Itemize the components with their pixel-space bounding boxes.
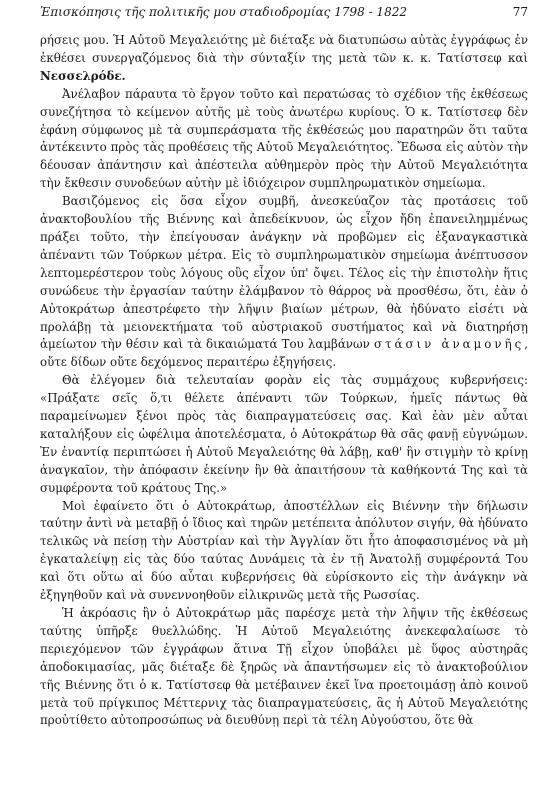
text-run: , οὔτε δίδων οὔτε δεχόμενος περαιτέρω ἐξηγήσεις. bbox=[40, 337, 528, 370]
page-body bbox=[40, 32, 528, 730]
text-run: Θὰ ἐλέγομεν διὰ τελευταίαν φορὰν εἰς τὰς συμμάχους κυβερνήσεις: «Πράξατε σεῖς ὅ,τι θέλετε ἀπέναντι τῶν Τούρκων, ἡμεῖς πάντως θὰ παραμείνωμεν ξένοι πρὸς τὰς διαπραγματεύσεις σας. Καὶ ἐὰν μὲν αὗται καταλήξουν εἰς ὠφέλιμα ἀποτελέσματα, ὁ Αὐτοκράτωρ θὰ σᾶς φανῇ εὐγνώμων. Ἐν ἐναντίᾳ περιπτώσει ἡ Αὐτοῦ Μεγαλειότης θὰ λάβῃ, καθ' ἣν στιγμὴν τὸ κρίνῃ ἀναγκαῖον, τὴν ἀπόφασιν ἐκείνην ἣν θὰ ἀπαιτήσουν τὰ καθήκοντά Της καὶ τὰ συμφέροντα τοῦ κράτους Της.» bbox=[40, 373, 528, 495]
paragraph bbox=[40, 372, 528, 497]
text-run: ρήσεις μου. Ἡ Αὐτοῦ Μεγαλειότης μὲ διέταξε νὰ διατυπώσω αὐτὰς ἐγγράφως ἐν ἐκθέσει συνεργαζόμενος διὰ τὴν σύνταξίν της μετὰ τῶν κ. κ. Τατίστσεφ καὶ bbox=[40, 33, 528, 65]
paragraph bbox=[40, 498, 528, 605]
bold-text: Νεσσελρόδε. bbox=[40, 68, 126, 83]
paragraph bbox=[40, 605, 528, 730]
running-title: Ἐπισκόπησις τῆς πολιτικῆς μου σταδιοδρομίας 1798 - 1822 bbox=[40, 5, 407, 19]
spaced-text: στάσιν ἀναμονῆς bbox=[373, 337, 525, 352]
page-header bbox=[40, 4, 528, 20]
paragraph bbox=[40, 32, 528, 86]
paragraph bbox=[40, 86, 528, 193]
text-run: Βασιζόμενος εἰς ὅσα εἶχον συμβῆ, ἀνεσκεύαζον τὰς προτάσεις τοῦ ἀνακτοβουλίου τῆς Βιέννης καὶ ἀπεδείκνυον, ὡς εἶχον ἤδη ἐπανειλημμένως πράξει τοῦτο, τὴν ἐπείγουσαν ἀνάγκην νὰ προβῶμεν εἰς ἐξαναγκαστικὰ ἀπέναντι τῶν Τούρκων μέτρα. Εἰς τὸ συμπληρωματικὸν σημείωμα ἀνέπτυσσον λεπτομερέστερον τοὺς λόγους οὓς εἶχον ὑπ' ὄψει. Τέλος εἰς τὴν ἐπιστολὴν ἥτις συνώδευε τὴν ἐργασίαν ταύτην ἐλάμβανον τὸ θάρρος νὰ προσθέσω, ὅτι, ἐὰν ὁ Αὐτοκράτωρ ἀπεστρέφετο τὴν λῆψιν βιαίων μέτρων, θὰ ἠδύνατο εἰσέτι νὰ προλάβῃ τὰ μειονεκτήματα τοῦ αὐστριακοῦ συστήματος καὶ νὰ διατηρήσῃ ἀμείωτον τὴν θέσιν καὶ τὰ δικαιώματά Του λαμβάνων bbox=[40, 194, 528, 352]
text-run: Μοὶ ἐφαίνετο ὅτι ὁ Αὐτοκράτωρ, ἀποστέλλων εἰς Βιέννην τὴν δήλωσιν ταύτην ἀντὶ νὰ μεταβῇ ὁ ἴδιος καὶ τηρῶν μετέπειτα ἀπόλυτον σιγήν, θὰ ἠδύνατο τελικῶς νὰ πείσῃ τὴν Αὐστρίαν καὶ τὴν Ἀγγλίαν ὅτι ἦτο ἀποφασισμένος νὰ μὴ ἐγκαταλείψῃ εἰς τὰς δύο ταύτας Δυνάμεις τὰ ἐν τῇ Ἀνατολῇ συμφέροντά Του καὶ ὅτι οὕτω αἱ δύο αὗται κυβερνήσεις θὰ εὑρίσκοντο εἰς τὴν ἀνάγκην νὰ ἐξηγηθοῦν καὶ νὰ συνεννοηθοῦν εἰλικρινῶς μετὰ τῆς Ρωσσίας. bbox=[40, 498, 528, 603]
paragraph bbox=[40, 193, 528, 372]
page-number: 77 bbox=[512, 5, 528, 19]
text-run: Ἀνέλαβον πάραυτα τὸ ἔργον τοῦτο καὶ περατώσας τὸ σχέδιον τῆς ἐκθέσεως συνεζήτησα τὸ κείμενον αὐτῆς μὲ τοὺς ἀνωτέρω κυρίους. Ὁ κ. Τατίστσεφ δὲν ἐφάνη σύμφωνος μὲ τὰ συμπεράσματα τῆς ἐκθέσεώς μου παρατηρῶν ὅτι ταῦτα ἀντέκειντο πρὸς τὰς προθέσεις τῆς Αὐτοῦ Μεγαλειότητος. Ἔδωσα εἰς αὐτὸν τὴν δέουσαν ἀπάντησιν καὶ ἀπέστειλα αὐθημερὸν πρὸς τὴν Αὐτοῦ Μεγαλειότητα τὴν ἔκθεσιν συνοδεύων αὐτὴν μὲ ἰδιόχειρον συμπληρωματικὸν σημείωμα. bbox=[40, 86, 528, 191]
text-run: Ἡ ἀκρόασις ἣν ὁ Αὐτοκράτωρ μᾶς παρέσχε μετὰ τὴν λῆψιν τῆς ἐκθέσεως ταύτης ὑπῆρξε θυελλώδης. Ἡ Αὐτοῦ Μεγαλειότης ἀνεκεφαλαίωσε τὸ περιεχόμενον τῶν ἐγγράφων ἅτινα Τῇ εἶχον ὑποβάλει μὲ ὕφος αὐστηρᾶς ἀποδοκιμασίας, μᾶς διέταξε δὲ ξηρῶς νὰ ἀπαντήσωμεν εἰς τὸ ἀνακτοβούλιον τῆς Βιέννης ὅτι ὁ κ. Τατίστσεφ θὰ μετέβαινεν ἐκεῖ ἵνα προετοιμάσῃ ἀπὸ κοινοῦ μετὰ τοῦ πρίγκιπος Μέττερνιχ τὰς διαπραγματεύσεις, ἃς ἡ Αὐτοῦ Μεγαλειότης προὐτίθετο αὐτοπροσώπως νὰ διευθύνῃ περὶ τὰ τέλη Αὐγούστου, ὅτε θὰ bbox=[40, 606, 528, 728]
